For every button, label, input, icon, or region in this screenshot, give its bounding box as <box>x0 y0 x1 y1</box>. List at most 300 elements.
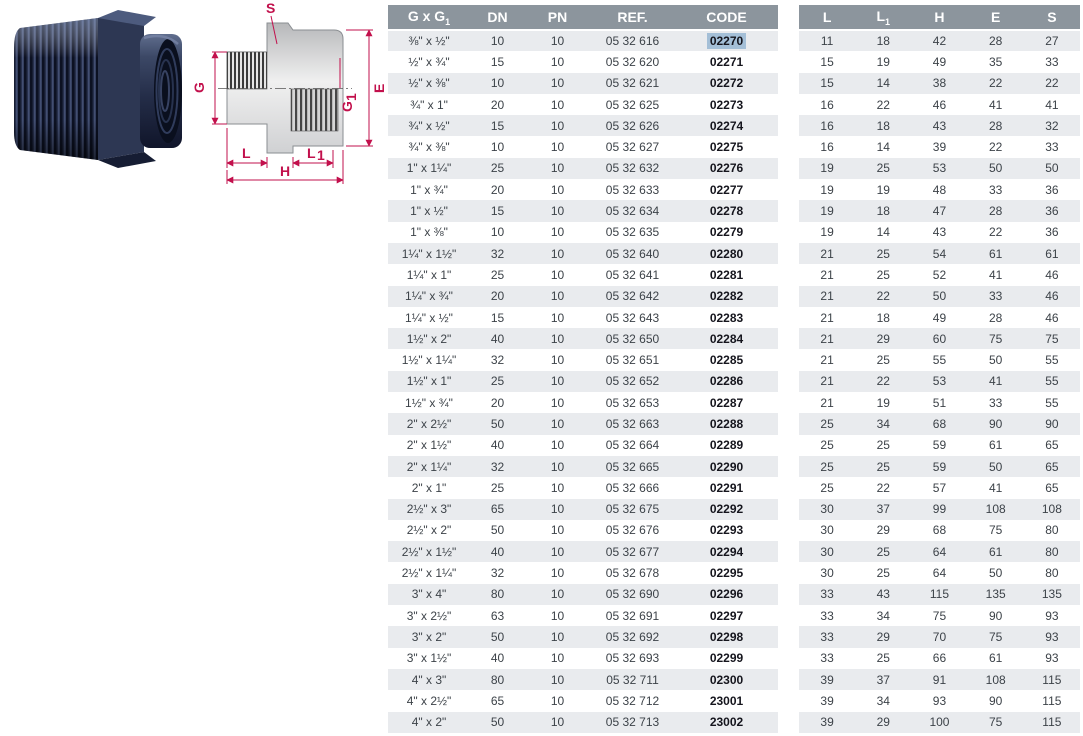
cell-s: 32 <box>1024 115 1080 136</box>
cell-e: 41 <box>968 371 1024 392</box>
cell-ref: 05 32 665 <box>590 456 675 477</box>
product-photo <box>6 4 188 176</box>
cell-dn: 15 <box>470 115 525 136</box>
cell-l1: 18 <box>876 310 890 325</box>
cell-h: 70 <box>911 626 967 647</box>
cell-h: 42 <box>911 30 967 51</box>
table-row <box>388 73 778 94</box>
code-value: 02286 <box>709 374 744 389</box>
cell-pn: 10 <box>525 626 590 647</box>
cell-pn: 10 <box>550 693 565 708</box>
svg-text:L: L <box>307 145 316 161</box>
table-row <box>388 349 778 370</box>
table-row <box>799 115 1080 136</box>
code-value: 02277 <box>709 182 744 197</box>
cell-size: 1¼" x 1" <box>406 267 452 282</box>
table-row <box>388 541 778 562</box>
cell-pn: 10 <box>525 456 590 477</box>
cell-h: 53 <box>911 158 967 179</box>
cell-code <box>675 264 778 285</box>
cell-h: 91 <box>911 669 967 690</box>
cell-l1: 25 <box>876 353 890 368</box>
cell-l: 39 <box>799 669 855 690</box>
cell-code <box>675 690 778 711</box>
cell-e: 61 <box>988 438 1003 453</box>
table-row <box>388 456 778 477</box>
cell-h: 50 <box>911 286 967 307</box>
cell-e: 61 <box>988 651 1003 666</box>
cell-e: 28 <box>988 310 1003 325</box>
cell-l: 39 <box>820 693 834 708</box>
cell-ref: 05 32 642 <box>590 286 675 307</box>
table-row <box>388 477 778 498</box>
table-row <box>799 712 1080 733</box>
cell-size: 2" x 1" <box>411 480 447 495</box>
code-value: 02281 <box>709 267 744 282</box>
cell-size: 1" x ¾" <box>410 182 448 197</box>
cell-ref: 05 32 652 <box>590 371 675 392</box>
cell-s: 22 <box>1024 73 1080 94</box>
cell-h: 64 <box>911 541 967 562</box>
cell-code <box>675 562 778 583</box>
cell-l: 21 <box>799 286 855 307</box>
dim-label-l1 <box>307 145 325 163</box>
cell-l1: 22 <box>855 371 911 392</box>
cell-e: 22 <box>968 73 1024 94</box>
cell-ref: 05 32 653 <box>605 395 660 410</box>
cell-l1: 34 <box>876 693 890 708</box>
cell-size: 1½" x ¾" <box>405 395 453 410</box>
code-value: 02291 <box>709 480 744 495</box>
cell-s: 46 <box>1045 310 1059 325</box>
cell-dn: 80 <box>470 584 525 605</box>
cell-dn: 50 <box>470 712 525 733</box>
table-row <box>799 413 1080 434</box>
cell-code <box>675 605 778 626</box>
cell-ref: 05 32 627 <box>605 140 660 155</box>
cell-ref: 05 32 625 <box>605 97 660 112</box>
cell-pn: 10 <box>525 115 590 136</box>
cell-h: 55 <box>932 353 947 368</box>
cell-code <box>675 456 778 477</box>
pvc-fitting-photo-image <box>6 4 188 176</box>
cell-e: 108 <box>968 669 1024 690</box>
cell-dn: 32 <box>470 456 525 477</box>
cell-s: 55 <box>1045 395 1059 410</box>
cell-dn: 32 <box>470 243 525 264</box>
cell-pn: 10 <box>525 669 590 690</box>
table-row <box>799 562 1080 583</box>
cell-h: 99 <box>911 499 967 520</box>
table-row <box>799 200 1080 221</box>
table-row <box>799 73 1080 94</box>
cell-e: 28 <box>968 30 1024 51</box>
cell-e: 135 <box>968 584 1024 605</box>
spec-table-header-row <box>388 5 778 30</box>
cell-s: 55 <box>1024 371 1080 392</box>
cell-ref: 05 32 664 <box>605 438 660 453</box>
cell-e: 41 <box>988 480 1003 495</box>
cell-size: 4" x 3" <box>388 669 470 690</box>
table-row <box>799 136 1080 157</box>
cell-pn: 10 <box>550 182 565 197</box>
cell-pn: 10 <box>525 73 590 94</box>
cell-l: 21 <box>799 243 855 264</box>
cell-dn: 10 <box>490 225 505 240</box>
table-row <box>799 626 1080 647</box>
cell-dn: 25 <box>490 480 505 495</box>
cell-s: 115 <box>1024 712 1080 733</box>
cell-l: 30 <box>799 541 855 562</box>
cell-e: 28 <box>968 200 1024 221</box>
code-value: 02279 <box>709 225 744 240</box>
cell-size: 1½" x 1¼" <box>401 353 457 368</box>
cell-l1: 29 <box>855 328 911 349</box>
cell-pn: 10 <box>550 566 565 581</box>
cell-ref: 05 32 678 <box>605 566 660 581</box>
cell-ref: 05 32 690 <box>590 584 675 605</box>
table-row <box>388 30 778 51</box>
cell-l: 19 <box>820 182 834 197</box>
cell-l: 21 <box>799 328 855 349</box>
cell-dn: 65 <box>470 499 525 520</box>
code-value: 02282 <box>709 289 744 304</box>
cell-l1: 22 <box>876 480 890 495</box>
dim-label-h: H <box>280 163 291 179</box>
cell-pn: 10 <box>525 286 590 307</box>
table-row <box>388 499 778 520</box>
cell-dn: 15 <box>490 54 505 69</box>
table-row <box>388 371 778 392</box>
table-row <box>799 499 1080 520</box>
table-row <box>388 179 778 200</box>
cell-h: 60 <box>911 328 967 349</box>
cell-h: 66 <box>932 651 947 666</box>
cell-s: 65 <box>1045 438 1059 453</box>
table-row <box>388 200 778 221</box>
cell-ref: 05 32 663 <box>590 413 675 434</box>
cell-s: 61 <box>1024 243 1080 264</box>
table-row <box>388 626 778 647</box>
cell-code <box>675 30 778 51</box>
code-value: 02298 <box>709 629 744 644</box>
col-header-e: E <box>968 5 1024 30</box>
cell-ref: 05 32 712 <box>605 693 660 708</box>
cell-code <box>675 413 778 434</box>
cell-s: 90 <box>1024 413 1080 434</box>
code-value: 02290 <box>709 459 744 474</box>
cell-ref: 05 32 616 <box>590 30 675 51</box>
cell-ref: 05 32 626 <box>590 115 675 136</box>
table-row <box>388 94 778 115</box>
cell-l: 33 <box>820 608 834 623</box>
cell-s: 93 <box>1045 608 1059 623</box>
cell-s: 80 <box>1045 523 1059 538</box>
cell-e: 41 <box>988 267 1003 282</box>
code-value: 02292 <box>709 502 744 517</box>
cell-dn: 25 <box>470 158 525 179</box>
cell-code <box>675 200 778 221</box>
cell-l1: 14 <box>876 140 890 155</box>
code-value: 02278 <box>709 204 744 219</box>
cell-ref: 05 32 643 <box>605 310 660 325</box>
cell-size: 1½" x 2" <box>388 328 470 349</box>
cell-pn: 10 <box>550 310 565 325</box>
table-row <box>388 158 778 179</box>
cell-pn: 10 <box>550 140 565 155</box>
cell-h: 51 <box>932 395 947 410</box>
col-header-code: CODE <box>675 5 778 30</box>
cell-ref: 05 32 635 <box>605 225 660 240</box>
cell-s: 50 <box>1024 158 1080 179</box>
cell-s: 27 <box>1024 30 1080 51</box>
code-value: 02273 <box>709 97 744 112</box>
cell-s: 46 <box>1024 286 1080 307</box>
cell-pn: 10 <box>550 267 565 282</box>
cell-s: 75 <box>1024 328 1080 349</box>
cell-pn: 10 <box>525 413 590 434</box>
dim-label-s: S <box>266 0 276 16</box>
cell-h: 75 <box>932 608 947 623</box>
cell-h: 46 <box>932 97 947 112</box>
cell-pn: 10 <box>525 200 590 221</box>
table-row <box>799 349 1080 370</box>
cell-pn: 10 <box>525 158 590 179</box>
cell-h: 59 <box>911 456 967 477</box>
cell-e: 33 <box>968 286 1024 307</box>
code-value: 23001 <box>709 693 744 708</box>
cell-e: 35 <box>988 54 1003 69</box>
cell-dn: 40 <box>490 651 505 666</box>
cell-s: 41 <box>1045 97 1059 112</box>
code-value: 02270 <box>707 33 746 49</box>
cell-dn: 10 <box>490 140 505 155</box>
cell-code <box>675 499 778 520</box>
cell-dn: 20 <box>490 97 505 112</box>
cell-size: 2½" x 2" <box>406 523 452 538</box>
cell-code <box>675 73 778 94</box>
cell-s: 135 <box>1024 584 1080 605</box>
col-header-l: L <box>799 5 855 30</box>
cell-s: 33 <box>1045 140 1059 155</box>
cell-l: 19 <box>820 225 834 240</box>
cell-size: 1" x ½" <box>388 200 470 221</box>
svg-text:1: 1 <box>343 93 359 101</box>
cell-l1: 25 <box>876 267 890 282</box>
table-row <box>388 648 778 669</box>
cell-code <box>675 328 778 349</box>
cell-ref: 05 32 692 <box>590 626 675 647</box>
cell-l1: 34 <box>876 608 890 623</box>
cell-dn: 40 <box>490 438 505 453</box>
code-value: 02299 <box>709 651 744 666</box>
cell-h: 49 <box>932 310 947 325</box>
cell-l: 33 <box>799 584 855 605</box>
cell-l1: 29 <box>855 626 911 647</box>
cell-dn: 20 <box>470 286 525 307</box>
cell-pn: 10 <box>525 541 590 562</box>
cell-ref: 05 32 634 <box>590 200 675 221</box>
cell-ref: 05 32 633 <box>605 182 660 197</box>
cell-pn: 10 <box>550 608 565 623</box>
dimensions-table <box>799 5 1080 733</box>
table-row <box>799 94 1080 115</box>
cell-l: 15 <box>820 54 834 69</box>
cell-e: 50 <box>988 353 1003 368</box>
cell-ref: 05 32 693 <box>605 651 660 666</box>
cell-s: 46 <box>1045 267 1059 282</box>
cell-dn: 50 <box>490 523 505 538</box>
cell-code <box>675 584 778 605</box>
cell-code <box>675 179 778 200</box>
cell-code <box>675 115 778 136</box>
cell-h: 100 <box>911 712 967 733</box>
cell-dn: 10 <box>470 73 525 94</box>
cell-size: 3" x 1½" <box>406 651 452 666</box>
table-row <box>388 243 778 264</box>
cell-size: 2" x 1¼" <box>388 456 470 477</box>
cell-code <box>675 94 778 115</box>
cell-e: 108 <box>968 499 1024 520</box>
table-row <box>799 30 1080 51</box>
cell-pn: 10 <box>525 499 590 520</box>
table-row <box>388 392 778 413</box>
cell-s: 115 <box>1024 669 1080 690</box>
cell-l1: 25 <box>855 541 911 562</box>
cell-dn: 20 <box>490 395 505 410</box>
cell-s: 93 <box>1045 651 1059 666</box>
table-row <box>799 605 1080 626</box>
cell-code <box>675 669 778 690</box>
cell-e: 75 <box>968 626 1024 647</box>
table-row <box>799 371 1080 392</box>
table-row <box>388 222 778 243</box>
cell-ref: 05 32 651 <box>605 353 660 368</box>
female-thread-hatch <box>291 89 338 131</box>
code-value: 02293 <box>709 523 744 538</box>
cell-e: 61 <box>968 243 1024 264</box>
cell-size: 3" x 2½" <box>406 608 452 623</box>
cell-l: 25 <box>799 413 855 434</box>
product-spec-table <box>388 5 778 733</box>
cell-h: 57 <box>932 480 947 495</box>
cell-size: 2½" x 1½" <box>388 541 470 562</box>
code-value: 02289 <box>709 438 744 453</box>
cell-e: 50 <box>968 456 1024 477</box>
cell-l1: 29 <box>855 712 911 733</box>
table-row <box>799 328 1080 349</box>
cell-dn: 40 <box>470 541 525 562</box>
table-row <box>388 435 778 456</box>
cell-dn: 32 <box>490 353 505 368</box>
cell-size: ¾" x ½" <box>388 115 470 136</box>
cell-h: 64 <box>932 566 947 581</box>
cell-size: 1¼" x 1½" <box>388 243 470 264</box>
code-value: 02275 <box>709 140 744 155</box>
cell-size: 2½" x 1¼" <box>401 566 457 581</box>
cell-e: 41 <box>988 97 1003 112</box>
dim-table-header-row <box>799 5 1080 30</box>
cell-l: 25 <box>820 438 834 453</box>
table-row <box>799 243 1080 264</box>
cell-l1: 25 <box>855 158 911 179</box>
cell-l: 21 <box>820 353 834 368</box>
cell-size: ¾" x ⅜" <box>408 140 450 155</box>
cell-code <box>675 541 778 562</box>
cell-ref: 05 32 666 <box>605 480 660 495</box>
table-row <box>799 307 1080 328</box>
cell-pn: 10 <box>550 395 565 410</box>
cell-pn: 10 <box>525 243 590 264</box>
dim-label-g: G <box>191 82 207 93</box>
cell-pn: 10 <box>525 328 590 349</box>
code-value: 02296 <box>709 587 744 602</box>
cell-s: 115 <box>1042 693 1062 708</box>
cell-h: 68 <box>932 523 947 538</box>
code-value: 02300 <box>709 672 744 687</box>
table-row <box>799 392 1080 413</box>
cell-l1: 18 <box>855 30 911 51</box>
cell-l: 11 <box>799 30 855 51</box>
table-row <box>388 562 778 583</box>
table-row <box>388 520 778 541</box>
cell-ref: 05 32 711 <box>590 669 675 690</box>
cell-l1: 25 <box>855 456 911 477</box>
code-value: 02285 <box>709 353 744 368</box>
cell-e: 28 <box>968 115 1024 136</box>
code-value: 02280 <box>709 246 744 261</box>
code-value: 02295 <box>709 566 744 581</box>
cell-l: 30 <box>820 523 834 538</box>
cell-e: 75 <box>988 523 1003 538</box>
col-header-pn: PN <box>525 5 590 30</box>
table-row <box>388 605 778 626</box>
table-row <box>799 541 1080 562</box>
code-value: 02284 <box>709 331 744 346</box>
cell-e: 61 <box>968 541 1024 562</box>
cell-l1: 25 <box>876 438 890 453</box>
cell-pn: 10 <box>525 371 590 392</box>
cell-l: 33 <box>799 626 855 647</box>
cell-e: 33 <box>988 395 1003 410</box>
cell-size: 1" x 1¼" <box>388 158 470 179</box>
table-row <box>388 136 778 157</box>
svg-text:G: G <box>339 101 355 112</box>
col-header-ref: REF. <box>590 5 675 30</box>
cell-dn: 32 <box>490 566 505 581</box>
cell-h: 38 <box>911 73 967 94</box>
cell-l: 16 <box>820 97 834 112</box>
table-row <box>388 51 778 72</box>
cell-code <box>675 307 778 328</box>
cell-l1: 18 <box>855 200 911 221</box>
table-row <box>799 158 1080 179</box>
cell-size: 1¼" x ½" <box>405 310 453 325</box>
cell-code <box>675 243 778 264</box>
cell-ref: 05 32 641 <box>605 267 660 282</box>
cell-code <box>675 286 778 307</box>
table-row <box>799 179 1080 200</box>
cell-e: 75 <box>968 328 1024 349</box>
code-value: 02272 <box>709 76 744 91</box>
cell-e: 50 <box>968 158 1024 179</box>
cell-s: 36 <box>1045 182 1059 197</box>
cell-dn: 10 <box>470 30 525 51</box>
cell-size: 2½" x 3" <box>388 499 470 520</box>
code-value: 02283 <box>709 310 744 325</box>
col-header-s: S <box>1024 5 1080 30</box>
col-header-l1: $L_1$ <box>855 5 911 30</box>
